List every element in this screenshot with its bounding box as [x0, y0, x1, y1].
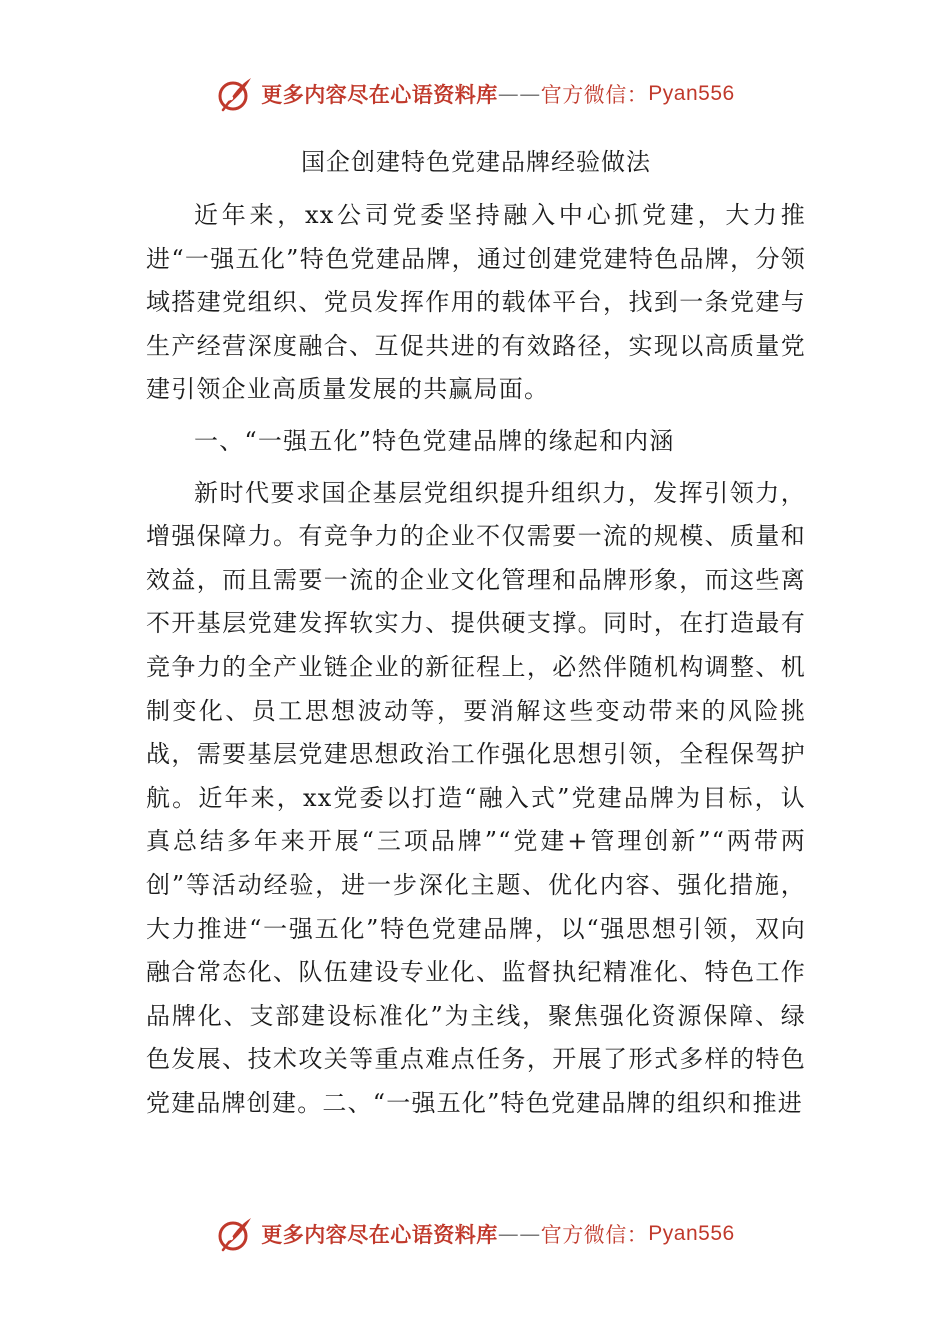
document-body [146, 142, 806, 1133]
watermark-text [261, 1219, 734, 1249]
watermark-main-text: 更多内容尽在心语资料库 [261, 1223, 498, 1247]
watermark-separator: —— [497, 1222, 541, 1246]
document-title: 国企创建特色党建品牌经验做法 [301, 148, 651, 176]
watermark-contact-id: Pyan556 [648, 82, 735, 105]
watermark-contact-label: 官方微信： [540, 83, 649, 107]
paragraph-intro: 近年来，xx公司党委坚持融入中心抓党建，大力推进“一强五化”特色党建品牌，通过创建党建特色品牌，分领域搭建党组织、党员发挥作用的载体平台，找到一条党建与生产经营深度融合、互促共进的有效路径，实现以高质量党建引领企业高质量发展的共赢局面。 [146, 201, 806, 404]
watermark-banner-bottom [0, 1212, 950, 1256]
watermark-text [261, 79, 734, 109]
paragraph-origin-content: 新时代要求国企基层党组织提升组织力，发挥引领力，增强保障力。有竞争力的企业不仅需要一流的规模、质量和效益，而且需要一流的企业文化管理和品牌形象，而这些离不开基层党建发挥软实力、提供硬支撑。同时，在打造最有竞争力的全产业链企业的新征程上，必然伴随机构调整、机制变化、员工思想波动等，要消解这些变动带来的风险挑战，需要基层党建思想政治工作强化思想引领，全程保驾护航。近年来，xx党委以打造“融入式”党建品牌为目标，认真总结多年来开展“三项品牌”“党建+管理创新”“两带两创”等活动经验，进一步深化主题、优化内容、强化措施，大力推进“一强五化”特色党建品牌，以“强思想引领，双向融合常态化、队伍建设专业化、监督执纪精准化、特色工作品牌化、支部建设标准化”为主线，聚焦强化资源保障、绿色发展、技术攻关等重点难点任务，开展了形式多样的特色党建品牌创建。二、“一强五化”特色党建品牌的组织和推进 [146, 478, 806, 1117]
section-heading-origin: 一、“一强五化”特色党建品牌的缘起和内涵 [194, 426, 675, 455]
watermark-contact-label: 官方微信： [540, 1223, 649, 1247]
watermark-banner-top [0, 72, 950, 116]
watermark-main-text: 更多内容尽在心语资料库 [261, 83, 498, 107]
watermark-contact-id: Pyan556 [648, 1222, 735, 1245]
quill-pen-logo-icon [215, 74, 255, 114]
watermark-separator: —— [497, 82, 541, 106]
quill-pen-logo-icon [215, 1214, 255, 1254]
